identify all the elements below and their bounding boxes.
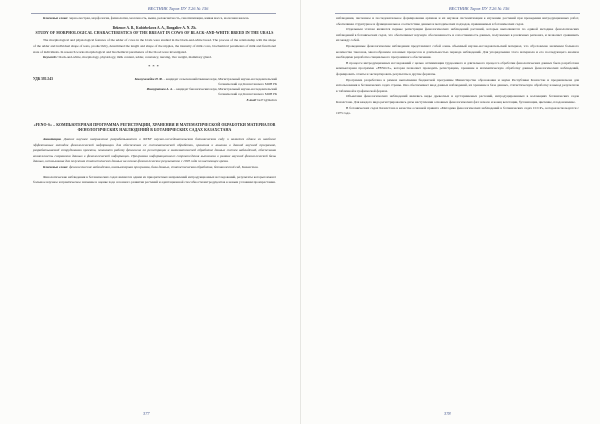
udk-code: УДК 581.543	[33, 76, 53, 81]
author-email	[129, 98, 277, 103]
keywords-ru2-label: Ключевые слова:	[43, 164, 69, 169]
page-number-left: 377	[143, 411, 150, 416]
header-rule-left	[31, 13, 276, 14]
page-number-right: 378	[444, 411, 451, 416]
annotation-paragraph	[33, 137, 276, 165]
author-1-role: – кандидат сельскохозяйственных наук, Магистральный научно-исследовательский ботанический сад Казахстанского МОН РК	[163, 76, 277, 86]
udk-author-row	[33, 77, 276, 121]
annotation-text: Данное научное направление разрабатывается в ФГБУ научно-исследовательском ботаническом саду и является одним из наиболее эффективных методов фенологической информации для обеспечения ее систематической обработки, хранения и анализа в данной научной программе, разрабатываемой сотрудниками проекта, позволяет работу фенологов по регистрации и математической обработке данных систем наблюдений, обеспечивая возможность сохранения данных в фенологической информации. Программа информационного сопровождения выполнена в рамках научной фенологической базы данных, использована для получения статистических данных на основе фенологических результатов с 1993 года по настоящее время.	[33, 136, 276, 164]
left-page-content	[33, 16, 276, 186]
body-paragraph-4: В процессе интродукционных исследований с целью оптимизации трудоемкого и длительного процесса обработки фенологических данных была разработана компьютерная программа «FENO-S», которая позволяет проводить регистрацию, хранение и математическую обработку данных фенологических наблюдений, формировать отчеты и экспортировать результаты в другие форматы.	[336, 60, 579, 76]
annotation-label: Аннотация.	[43, 136, 62, 141]
en-title: STUDY OF MORPHOLOGICAL CHARACTERISTICS OF THE BREAST IN COWS OF BLACK-AND-WHITE BREED IN THE URALS	[35, 30, 274, 35]
article-title: «FENO-S» – КОМПЬЮТЕРНАЯ ПРОГРАММА РЕГИСТРАЦИИ, ХРАНЕНИЯ И МАТЕМАТИЧЕСКОЙ ОБРАБОТКИ МАТЕРИАЛОВ ФЕНОЛОГИЧЕСКИХ НАБЛЮДЕНИЙ В БОТАНИЧЕСКИХ САДАХ КАЗАХСТАНА	[33, 122, 276, 133]
body-paragraph-3: Проведенные фенологические наблюдения представляют собой очень объемный научно-исследовательский материал, что обусловлено наличием большого количества таксонов, многообразием сезонных процессов и длительностью периода наблюдений. Для упорядочения этого материала и его последующего анализа необходима разработка специального программного обеспечения.	[336, 43, 579, 60]
author-2-name: Ишмуратова А. А.	[146, 87, 173, 92]
author-1	[129, 77, 277, 87]
body-paragraph-2: Отдельным этапом являются первые регистрации фенологических наблюдений растений, которые выполняются по единой методике фенологических наблюдений в ботанических садах, что обеспечивает научную обоснованность и сопоставимость данных, получаемых в различных регионах, и позволяет сравнивать их между собой.	[336, 27, 579, 43]
keywords-ru-label: Ключевые слова:	[43, 16, 69, 20]
en-authors: Bekenov A. B., Kubirbekova A. A., Bongaliev A. N. Zh.	[112, 25, 197, 30]
keywords-ru2-paragraph	[33, 165, 276, 171]
body-paragraph-6: Объектами фенологических наблюдений являлись виды древесных и кустарниковых растений, интродуцированных в коллекциях ботанических садов Казахстана. Для каждого вида регистрировались даты наступления основных фенологических фаз: начало и конец вегетации, бутонизация, цветение, плодоношение.	[336, 94, 579, 104]
header-rule-right	[335, 13, 580, 14]
keywords-ru-paragraph	[33, 16, 276, 22]
right-page-content	[336, 16, 579, 117]
en-keywords-text: black-and-white, morphology, physiology, milk content, udder, constancy, nursing, live weight, mammary gland.	[58, 55, 212, 60]
body-paragraph-1: наблюдения, численное и последовательное формирование архивов и их научная систематизация к изучению растений при проведении интродукционных работ, обеспечивая структурное и функциональное соответствие данных и методических подходов, применяемых в ботанических садах.	[336, 16, 579, 26]
body-paragraph: Фенологические наблюдения в ботанических садах являются одним из приоритетных направлений интродукционных исследований, результаты которых имеют большое научное и практическое значение в оценке хода сезонного развития растений и адаптационной способности интродуцентов к новым условиям произрастания.	[33, 174, 276, 185]
running-header-right: ВЕСТНИК Тараз ПУ Т.26 № 156	[449, 6, 510, 11]
keywords-ru-text: черно-пестрая, морфология, физиология, молочность, вымя, релаксантность, генотипизация, живая масса, молочная железа.	[69, 16, 250, 20]
section-separator: ***	[148, 63, 161, 69]
keywords-ru2-text: фенологические наблюдения, компьютерная программа, база данных, статистическая обработка, ботанический сад, Казахстан.	[69, 164, 259, 169]
body-paragraph-7: В ботанических садах Казахстана в качестве основной принята «Методика фенологических наблюдений в ботанических садах СССР», которая используется с 1975 года.	[336, 105, 579, 116]
author-1-name: Бекмухамедов Н. Ф.	[134, 76, 163, 81]
author-2-role: – кандидат биологических наук, Магистральный научно-исследовательский ботанический сад Казахстанского МОН РК	[173, 87, 277, 97]
author-email-label: E-mail:	[246, 97, 257, 102]
right-page	[300, 0, 600, 424]
author-email-value[interactable]: bsd71@mail.ru	[257, 97, 277, 102]
en-keywords-paragraph	[33, 55, 276, 61]
running-header-left: ВЕСТНИК Тараз ПУ Т.26 № 156	[148, 6, 209, 11]
en-keywords-label: Keywords:	[43, 55, 58, 60]
body-paragraph-5: Программа разработана в рамках выполнения бюджетной программы Министерства образования и науки Республики Казахстан и предназначена для использования в ботанических садах страны. Она обеспечивает ввод данных наблюдений, их хранение в базе данных, статистическую обработку и вывод результатов в табличной и графической формах.	[336, 77, 579, 93]
author-2	[129, 87, 277, 97]
author-block	[129, 77, 277, 103]
en-abstract: The morphological and physiological features of the udder of cows in the Urals were studied in the black-and-white breed. The process of the relationship with the shape of the udder and individual shape of teats, productivity, determined the length and shape of the nipples, the intensity of milk cows, biochemical parameters of milk and functional state of individuals. In research works morphological and biochemical parameters of the blood were investigated.	[33, 38, 276, 54]
